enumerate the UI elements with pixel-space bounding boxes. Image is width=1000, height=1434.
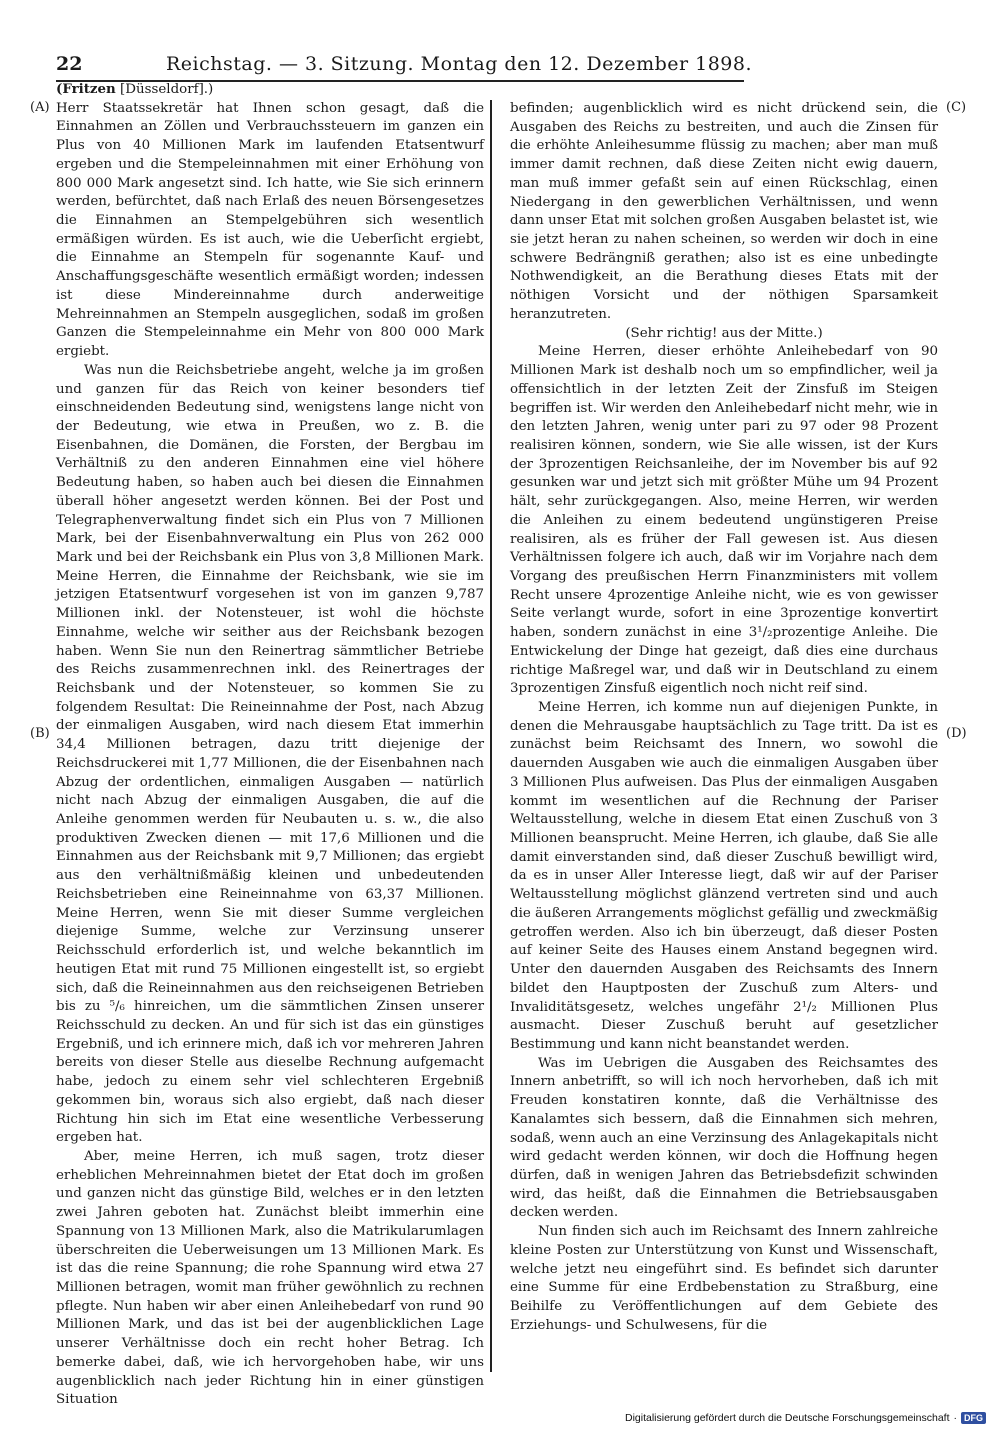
speaker-place: [Düsseldorf].): [115, 82, 214, 97]
paragraph: Herr Staatssekretär hat Ihnen schon gesagt, daß die Einnahmen an Zöllen und Verbrauchssteuern im ganzen ein Plus von 40 Millionen Mark im laufenden Etatsentwurf ergeben und die Stempeleinnahmen mit einer Erhöhung von 800 000 Mark angesetzt sind. Ich hatte, wie Sie sich erinnern werden, befürchtet, daß nach Erlaß des neuen Börsengesetzes die Einnahmen an Stempelgebühren sich wesentlich ermäßigen würden. Es ist auch, wie die Ueberſicht ergiebt, die Einnahme an Stempeln für sogenannte Kauf- und Anschaffungsgeschäfte wesentlich ermäßigt worden; indessen ist diese Mindereinnahme durch anderweitige Mehreinnahmen an Stempeln ausgeglichen, sodaß im großen Ganzen die Stempeleinnahme ein Mehr von 800 000 Mark ergiebt.: [56, 100, 484, 360]
column-divider: [490, 100, 492, 1372]
paragraph: Nun finden sich auch im Reichsamt des Innern zahlreiche kleine Posten zur Unterstützung von Kunst und Wissenschaft, welche jetzt neu eingeführt sind. Es befindet sich darunter eine Summe für eine Erdbebenstation zu Straßburg, eine Beihilfe zu Veröffentlichungen auf dem Gebiete des Erziehungs- und Schulwesens, für die: [510, 1224, 938, 1333]
right-column: [510, 100, 938, 1335]
paragraph: Meine Herren, dieser erhöhte Anleihebedarf von 90 Millionen Mark ist deshalb noch um so empfindlicher, weil ja offensichtlich in der letzten Zeit der Zinsfuß im Steigen begriffen ist. Wir werden den Anleihebedarf nicht mehr, wie in den letzten Jahren, wenig unter pari zu 97 oder 98 Prozent realisiren können, sondern, wie Sie alle wissen, ist der Kurs der 3prozentigen Reichsanleihe, der im November bis auf 92 gesunken war und jetzt sich mit größter Mühe um 94 Prozent hält, sehr zurückgegangen. Also, meine Herren, wir werden die Anleihen zu einem bedeutend ungünstigeren Preise realisiren, als es früher der Fall gewesen ist. Aus diesen Verhältnissen folgere ich auch, daß wir im Vorjahre nach dem Vorgang des preußischen Herrn Finanzministers mit vollem Recht unsere 4prozentige Anleihe nicht, wie es von gewisser Seite verlangt wurde, sofort in eine 3prozentige konvertirt haben, sondern zunächst in eine 3¹/₂prozentige Anleihe. Die Entwickelung der Dinge hat gezeigt, daß dies eine durchaus richtige Maßregel war, und daß wir in Deutschland zu einem 3prozentigen Zinsfuß eigentlich noch nicht reif sind.: [510, 344, 938, 697]
paragraph: Was nun die Reichsbetriebe angeht, welche ja im großen und ganzen für das Reich von keiner besonders tief einschneidenden Bedeutung sind, wenigstens lange nicht von der Bedeutung, wie etwa in Preußen, wo z. B. die Eisenbahnen, die Domänen, die Forsten, der Bergbau im Verhältniß zu den anderen Einnahmen eine viel höhere Bedeutung haben, so haben auch bei diesen die Einnahmen überall höher angesetzt werden können. Bei der Post und Telegraphenverwaltung findet sich ein Plus von 7 Millionen Mark, bei der Eisenbahnverwaltung ein Plus von 262 000 Mark und bei der Reichsbank ein Plus von 3,8 Millionen Mark. Meine Herren, die Einnahme der Reichsbank, wie sie im jetzigen Etatsentwurf vorgesehen ist von im ganzen 9,787 Millionen inkl. der Notensteuer, ist wohl die höchste Einnahme, welche wir seither aus der Reichsbank bezogen haben. Wenn Sie nun den Reinertrag sämmtlicher Betriebe des Reichs zusammenrechnen inkl. des Reinertrages der Reichsbank und der Notensteuer, so kommen Sie zu folgendem Resultat: Die Reineinnahme der Post, nach Abzug der einmaligen Ausgaben, wird nach diesem Etat immerhin 34,4 Millionen betragen, dazu tritt diejenige der Reichsdruckerei mit 1,77 Millionen, die der Eisenbahnen nach Abzug der ordentlichen, einmaligen Ausgaben — natürlich nicht nach Abzug der einmaligen Ausgaben, die auf die Anleihe genommen werden für Neubauten u. s. w., die also produktiven Zwecken dienen — mit 17,6 Millionen und die Einnahmen aus der Reichsbank mit 9,7 Millionen; das ergiebt aus den verhältnißmäßig kleinen und unbedeutenden Reichsbetrieben eine Reineinnahme von 63,37 Millionen. Meine Herren, wenn Sie mit dieser Summe vergleichen diejenige Summe, welche zur Verzinsung unserer Reichsschuld erforderlich ist, und welche bekanntlich im heutigen Etat mit rund 75 Millionen eingestellt ist, so ergiebt sich, daß die Reineinnahmen aus den reichseigenen Betrieben bis zu ⁵/₆ hinreichen, um die sämmtlichen Zinsen unserer Reichsschuld zu decken. An und für sich ist das ein günstiges Ergebniß, und ich erinnere mich, daß ich vor mehreren Jahren bereits von dieser Stelle aus dieselbe Rechnung aufgemacht habe, jedoch zu einem sehr viel schlechteren Ergebniß gekommen bin, woraus sich also ergiebt, daß nach dieser Richtung hin sich im Etat eine wesentliche Verbesserung ergeben hat.: [56, 362, 484, 1146]
paragraph: Meine Herren, ich komme nun auf diejenigen Punkte, in denen die Mehrausgabe hauptsächlich zu Tage tritt. Da ist es zunächst beim Reichsamt des Innern, wo sowohl die dauernden Ausgaben wie auch die einmaligen Ausgaben über 3 Millionen Plus aufweisen. Das Plus der einmaligen Ausgaben kommt im wesentlichen auf die Rechnung der Pariser Weltausstellung, welche in diesem Etat einen Zuschuß von 3 Millionen beansprucht. Meine Herren, ich glaube, daß Sie alle damit einverstanden sind, daß dieser Zuschuß bewilligt wird, da es in unser Aller Interesse liegt, daß wir auf der Pariser Weltausstellung möglichst glänzend vertreten sind und auch die äußeren Arrangements möglichst gefällig und zweckmäßig getroffen werden. Also ich bin überzeugt, daß dieser Posten auf keiner Seite des Hauses einem Anstand begegnen wird. Unter den dauernden Ausgaben des Reichsamts des Innern bildet den Hauptposten der Zuschuß zum Alters- und Invaliditätsgesetz, welches ungefähr 2¹/₂ Millionen Plus ausmacht. Dieser Zuschuß beruht auf gesetzlicher Bestimmung und kann nicht beanstandet werden.: [510, 700, 938, 1052]
paragraph: Was im Uebrigen die Ausgaben des Reichsamtes des Innern anbetrifft, so will ich noch hervorheben, daß ich mit Freuden konstatiren konnte, daß die Verhältnisse des Kanalamtes sich bessern, daß die Einnahmen sich mehren, sodaß, wenn auch an eine Verzinsung des Anlagekapitals nicht wird gedacht werden können, wir doch die Hoffnung hegen dürfen, daß in wenigen Jahren das Betriebsdefizit schwinden wird, das heißt, daß die Einnahmen die Betriebsausgaben decken werden.: [510, 1055, 938, 1221]
interjection: (Sehr richtig! aus der Mitte.): [625, 325, 823, 341]
running-title: Reichstag. — 3. Sitzung. Montag den 12. Dezember 1898.: [166, 53, 753, 75]
dfg-logo: DFG: [961, 1412, 986, 1424]
left-column: [56, 80, 484, 1410]
digitization-credit: [625, 1412, 986, 1424]
credit-text: Digitalisierung gefördert durch die Deutsche Forschungsgemeinschaft: [624, 1412, 950, 1424]
paragraph: befinden; augenblicklich wird es nicht drückend sein, die Ausgaben des Reichs zu bestreiten, und auch die Zinsen für die erhöhte Anleihesumme flüssig zu machen; aber man muß immer damit rechnen, daß diese Zeiten nicht ewig dauern, man muß immer gefaßt sein auf einen Rückschlag, einen Niedergang in den gewerblichen Verhältnissen, und wenn dann unser Etat mit solchen großen Ausgaben belastet ist, wie sie jetzt heran zu nahen scheinen, so werden wir doch in eine schwere Bedrängniß gerathen; also ist es eine unbedingte Nothwendigkeit, an die Berathung dieses Etats mit der nöthigen Vorsicht und der nöthigen Sparsamkeit heranzutreten.: [510, 101, 938, 322]
speaker-line: [56, 80, 484, 100]
separator-dot: ·: [953, 1412, 957, 1424]
page-number: 22: [56, 53, 83, 75]
margin-marker-a: (A): [30, 100, 50, 115]
paragraph: Aber, meine Herren, ich muß sagen, trotz dieser erheblichen Mehreinnahmen bietet der Etat doch im großen und ganzen nicht das günstige Bild, welches er in den letzten zwei Jahren geboten hat. Zunächst bleibt immerhin eine Spannung von 13 Millionen Mark, also die Matrikularumlagen überschreiten die Ueberweisungen um 13 Millionen Mark. Es ist das die reine Spannung; die rohe Spannung wird etwa 27 Millionen betragen, womit man früher gewöhnlich zu rechnen pflegte. Nun haben wir aber einen Anleihebedarf von rund 90 Millionen Mark, und das ist bei der augenblicklichen Lage unserer Verhältnisse doch ein recht hoher Betrag. Ich bemerke dabei, daß, wie ich hervorgehoben habe, wir uns augenblicklich nach jeder Richtung hin in einer günstigen Situation: [56, 1148, 484, 1408]
speaker-name: (Fritzen: [56, 81, 116, 97]
margin-marker-d: (D): [946, 726, 967, 741]
margin-marker-c: (C): [946, 100, 967, 115]
page-header: [56, 53, 753, 79]
margin-marker-b: (B): [30, 726, 50, 741]
